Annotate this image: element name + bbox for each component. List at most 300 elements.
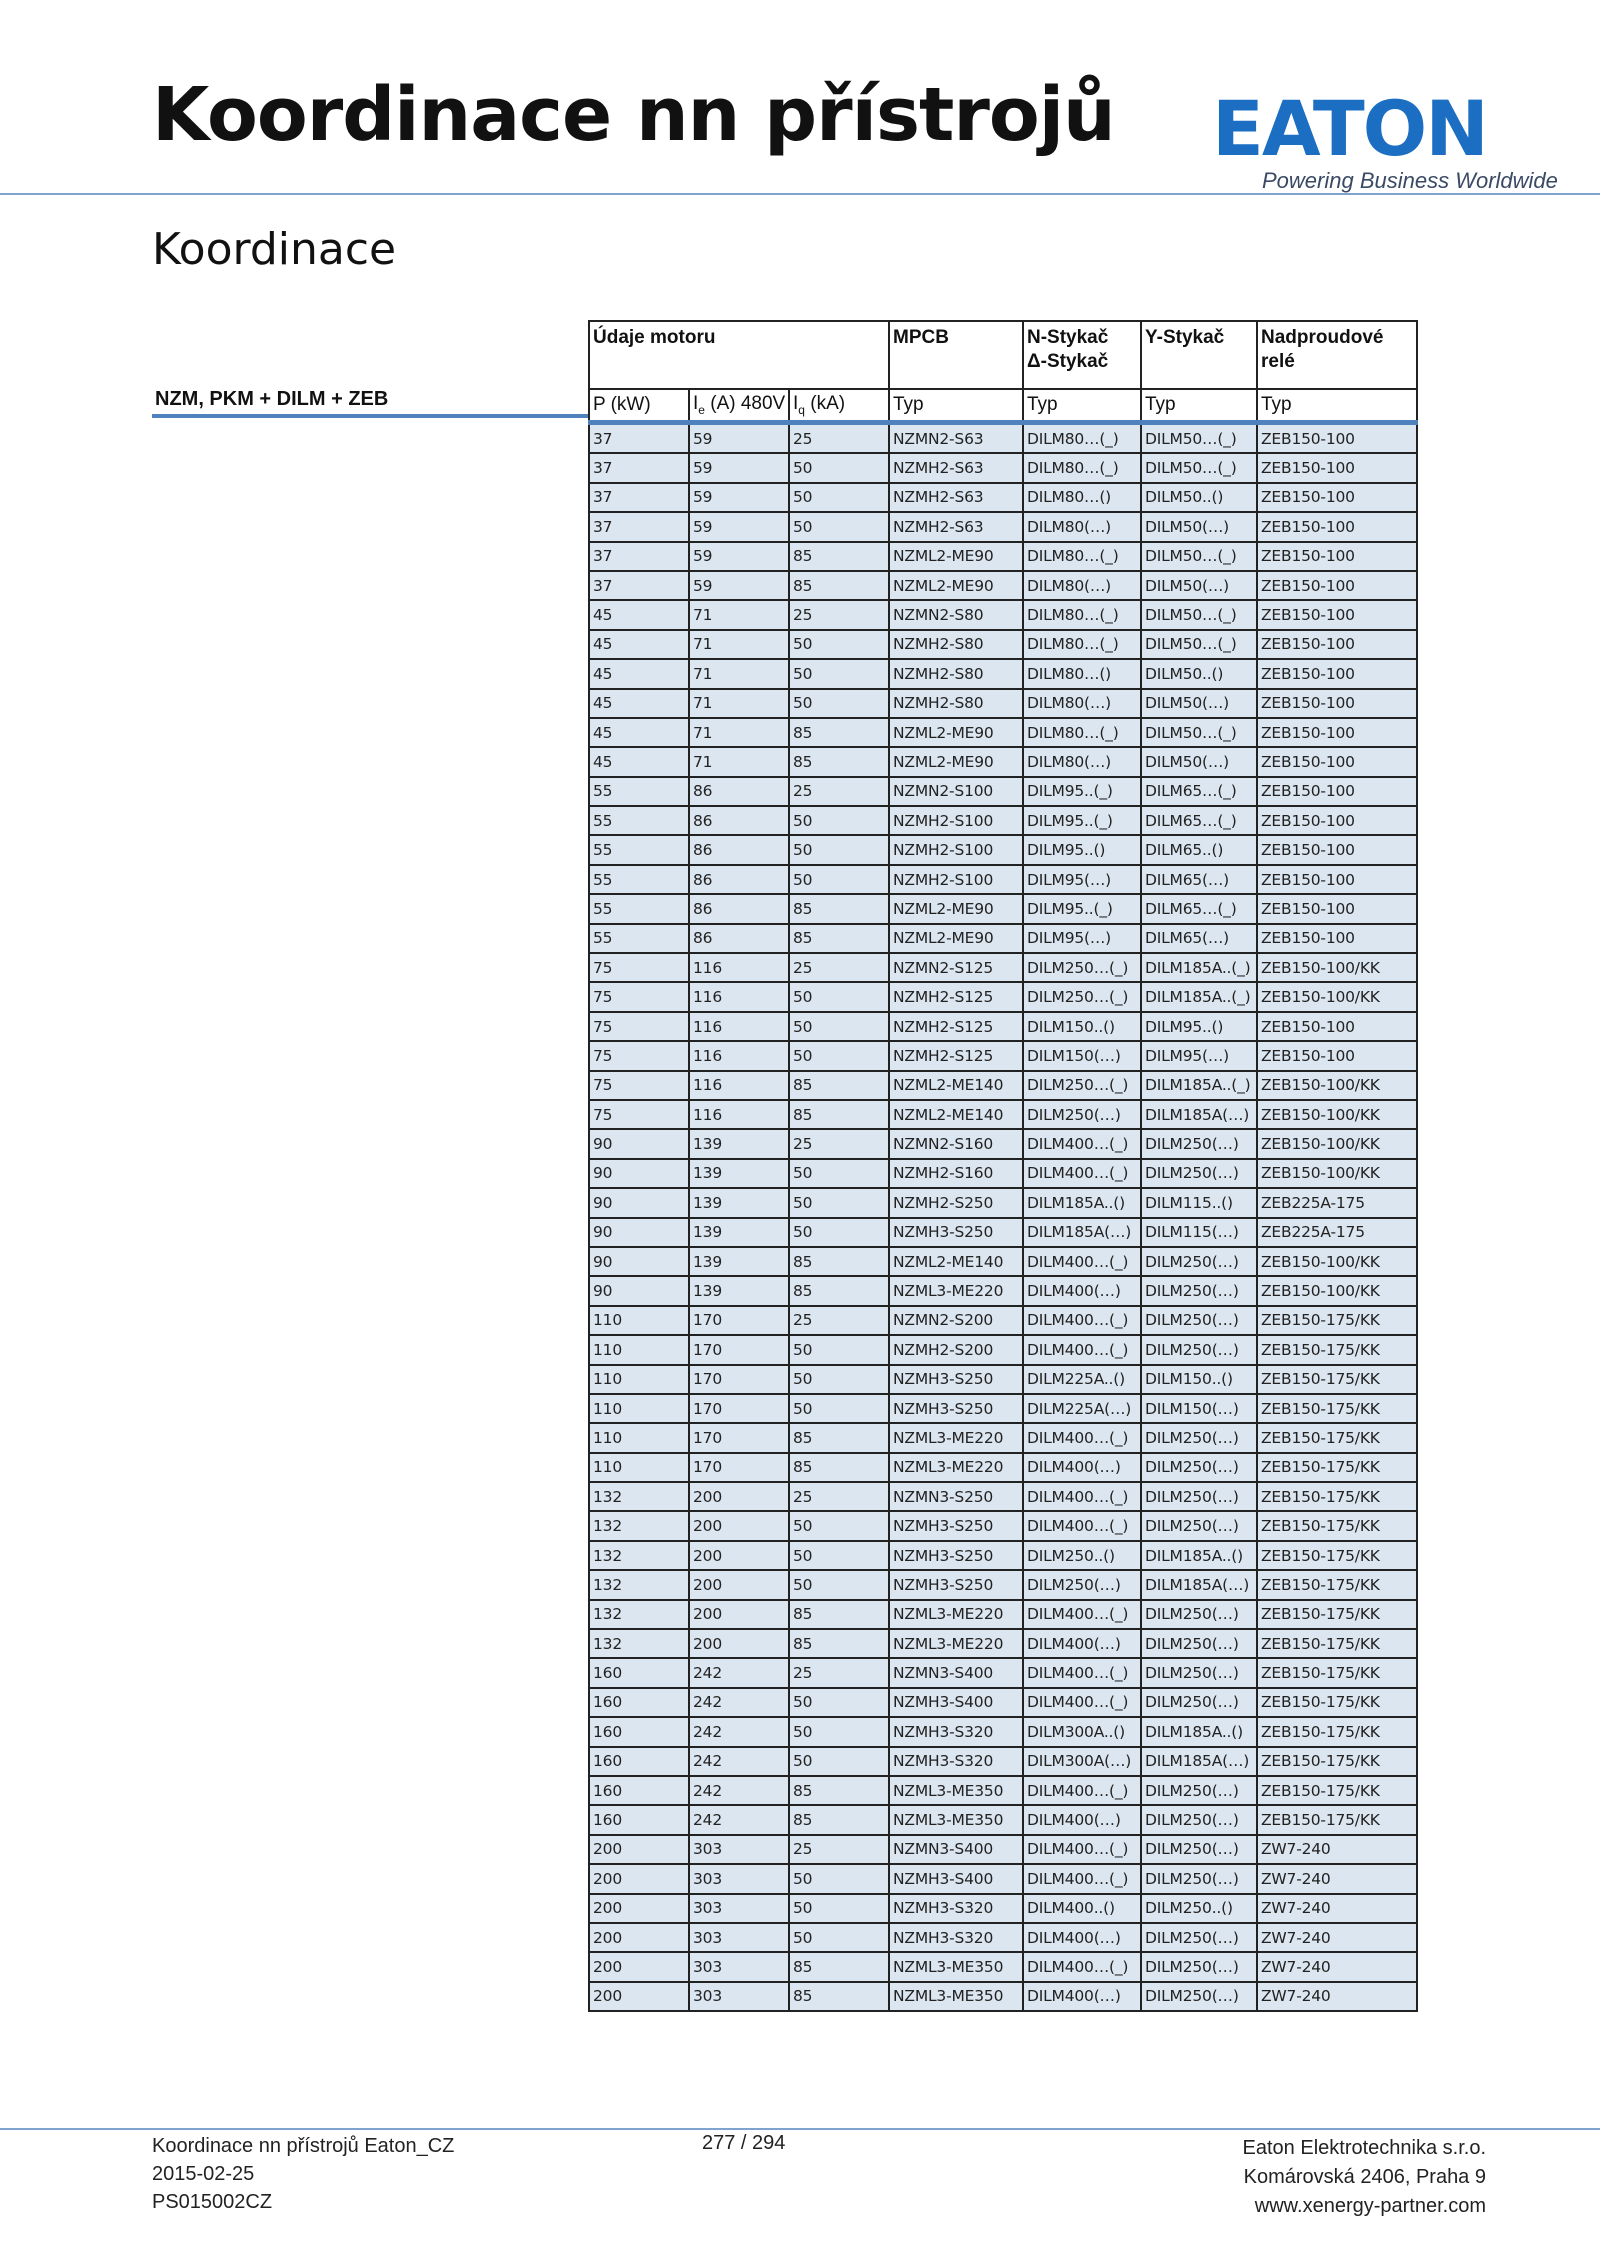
n-contactor-type-cell: DILM80…(_)	[1023, 718, 1141, 747]
breaking-capacity-cell: 85	[789, 1805, 889, 1834]
mpcb-type-cell: NZMH2-S80	[889, 689, 1023, 718]
current-cell: 59	[689, 453, 789, 482]
relay-type-cell: ZEB150-100	[1257, 1012, 1417, 1041]
current-cell: 116	[689, 1041, 789, 1070]
y-contactor-type-cell: DILM185A(…)	[1141, 1747, 1257, 1776]
current-cell: 139	[689, 1276, 789, 1305]
footer-doc-title: Koordinace nn přístrojů Eaton_CZ	[152, 2135, 455, 2157]
table-body	[589, 423, 1417, 2012]
power-cell: 75	[589, 1012, 689, 1041]
table-row	[589, 982, 1417, 1011]
relay-type-cell: ZEB150-175/KK	[1257, 1423, 1417, 1452]
current-cell: 242	[689, 1805, 789, 1834]
relay-type-cell: ZEB150-100	[1257, 542, 1417, 571]
footer-left	[152, 2132, 454, 2216]
mpcb-type-cell: NZML3-ME220	[889, 1423, 1023, 1452]
current-cell: 242	[689, 1776, 789, 1805]
current-cell: 200	[689, 1629, 789, 1658]
mpcb-type-cell: NZMH3-S250	[889, 1394, 1023, 1423]
relay-type-cell: ZW7-240	[1257, 1952, 1417, 1981]
power-cell: 37	[589, 512, 689, 541]
power-cell: 55	[589, 865, 689, 894]
mpcb-type-cell: NZML3-ME350	[889, 1805, 1023, 1834]
n-contactor-type-cell: DILM400…(_)	[1023, 1511, 1141, 1540]
breaking-capacity-cell: 85	[789, 1982, 889, 2011]
breaking-capacity-cell: 50	[789, 1218, 889, 1247]
n-contactor-type-cell: DILM80…(_)	[1023, 453, 1141, 482]
power-cell: 200	[589, 1923, 689, 1952]
relay-type-cell: ZEB150-175/KK	[1257, 1306, 1417, 1335]
y-contactor-type-cell: DILM185A(…)	[1141, 1570, 1257, 1599]
y-contactor-type-cell: DILM50..()	[1141, 483, 1257, 512]
current-cell: 200	[689, 1511, 789, 1540]
n-contactor-type-cell: DILM80…(_)	[1023, 630, 1141, 659]
y-contactor-type-cell: DILM50..()	[1141, 659, 1257, 688]
current-cell: 139	[689, 1188, 789, 1217]
combination-underline	[152, 414, 588, 418]
relay-type-cell: ZEB225A-175	[1257, 1188, 1417, 1217]
relay-type-cell: ZEB150-100	[1257, 924, 1417, 953]
table-row	[589, 1688, 1417, 1717]
current-cell: 59	[689, 542, 789, 571]
current-cell: 71	[689, 630, 789, 659]
table-row	[589, 1894, 1417, 1923]
header-divider	[0, 193, 1600, 195]
n-contactor-type-cell: DILM250(…)	[1023, 1570, 1141, 1599]
breaking-capacity-cell: 85	[789, 1276, 889, 1305]
current-cell: 86	[689, 924, 789, 953]
n-contactor-type-cell: DILM400…(_)	[1023, 1864, 1141, 1893]
breaking-capacity-cell: 25	[789, 423, 889, 454]
y-contactor-type-header: Typ	[1141, 389, 1257, 423]
breaking-capacity-cell: 50	[789, 982, 889, 1011]
n-contactor-type-cell: DILM80…(_)	[1023, 423, 1141, 454]
y-contactor-type-cell: DILM250(…)	[1141, 1776, 1257, 1805]
table-row	[589, 659, 1417, 688]
motor-data-header: Údaje motoru	[589, 321, 889, 389]
current-cell: 170	[689, 1453, 789, 1482]
breaking-capacity-cell: 85	[789, 718, 889, 747]
n-contactor-type-cell: DILM400…(_)	[1023, 1423, 1141, 1452]
breaking-capacity-cell: 50	[789, 1747, 889, 1776]
delta-contactor-label: Δ-Stykač	[1027, 351, 1109, 372]
table-row	[589, 600, 1417, 629]
power-cell: 55	[589, 894, 689, 923]
y-contactor-type-cell: DILM65..()	[1141, 835, 1257, 864]
breaking-capacity-cell: 85	[789, 1952, 889, 1981]
table-row	[589, 1982, 1417, 2011]
relay-type-cell: ZEB150-100	[1257, 630, 1417, 659]
mpcb-type-cell: NZMH2-S100	[889, 806, 1023, 835]
current-cell: 71	[689, 659, 789, 688]
relay-type-cell: ZEB150-100	[1257, 894, 1417, 923]
table-row	[589, 1805, 1417, 1834]
power-cell: 37	[589, 571, 689, 600]
y-contactor-type-cell: DILM150(…)	[1141, 1394, 1257, 1423]
n-contactor-type-cell: DILM95(…)	[1023, 924, 1141, 953]
breaking-capacity-cell: 85	[789, 894, 889, 923]
y-contactor-type-cell: DILM95..()	[1141, 1012, 1257, 1041]
relay-type-cell: ZEB150-175/KK	[1257, 1511, 1417, 1540]
mpcb-type-cell: NZMH2-S200	[889, 1335, 1023, 1364]
current-cell: 86	[689, 835, 789, 864]
mpcb-type-cell: NZML2-ME90	[889, 747, 1023, 776]
current-cell: 139	[689, 1218, 789, 1247]
n-contactor-type-cell: DILM300A(…)	[1023, 1747, 1141, 1776]
current-cell: 71	[689, 689, 789, 718]
breaking-capacity-cell: 50	[789, 1541, 889, 1570]
current-cell: 71	[689, 600, 789, 629]
breaking-capacity-cell: 50	[789, 1394, 889, 1423]
current-cell: 59	[689, 483, 789, 512]
table-row	[589, 1923, 1417, 1952]
breaking-capacity-cell: 85	[789, 1247, 889, 1276]
breaking-capacity-cell: 85	[789, 571, 889, 600]
relay-type-cell: ZEB150-175/KK	[1257, 1717, 1417, 1746]
current-cell: 170	[689, 1335, 789, 1364]
y-contactor-type-cell: DILM250(…)	[1141, 1629, 1257, 1658]
power-cell: 160	[589, 1776, 689, 1805]
n-contactor-type-cell: DILM400..()	[1023, 1894, 1141, 1923]
table-row	[589, 1423, 1417, 1452]
current-cell: 86	[689, 894, 789, 923]
mpcb-type-cell: NZML2-ME140	[889, 1247, 1023, 1276]
power-cell: 200	[589, 1864, 689, 1893]
current-cell: 86	[689, 806, 789, 835]
y-contactor-type-cell: DILM250(…)	[1141, 1306, 1257, 1335]
relay-type-cell: ZEB150-100	[1257, 423, 1417, 454]
power-cell: 132	[589, 1600, 689, 1629]
y-contactor-type-cell: DILM250(…)	[1141, 1864, 1257, 1893]
relay-type-cell: ZEB150-175/KK	[1257, 1365, 1417, 1394]
footer-date: 2015-02-25	[152, 2163, 255, 2185]
breaking-capacity-cell: 85	[789, 1071, 889, 1100]
y-contactor-type-cell: DILM65…(_)	[1141, 777, 1257, 806]
table-row	[589, 689, 1417, 718]
n-contactor-type-cell: DILM80…()	[1023, 659, 1141, 688]
mpcb-type-cell: NZMN2-S63	[889, 423, 1023, 454]
power-cell: 37	[589, 453, 689, 482]
table-row	[589, 747, 1417, 776]
breaking-capacity-cell: 25	[789, 777, 889, 806]
ie-subscript: e	[698, 402, 705, 417]
y-contactor-type-cell: DILM250(…)	[1141, 1159, 1257, 1188]
n-contactor-type-cell: DILM150..()	[1023, 1012, 1141, 1041]
y-contactor-type-cell: DILM65(…)	[1141, 865, 1257, 894]
breaking-capacity-cell: 50	[789, 1012, 889, 1041]
breaking-capacity-cell: 50	[789, 1717, 889, 1746]
power-cell: 110	[589, 1453, 689, 1482]
n-contactor-type-cell: DILM400(…)	[1023, 1629, 1141, 1658]
footer-right	[1243, 2134, 1486, 2221]
power-cell: 90	[589, 1218, 689, 1247]
breaking-capacity-cell: 50	[789, 1570, 889, 1599]
logo-tagline: Powering Business Worldwide	[1262, 168, 1558, 193]
y-contactor-type-cell: DILM250(…)	[1141, 1600, 1257, 1629]
breaking-capacity-cell: 25	[789, 1306, 889, 1335]
y-contactor-type-cell: DILM250(…)	[1141, 1982, 1257, 2011]
iq-symbol: I	[793, 393, 799, 415]
breaking-capacity-cell: 25	[789, 953, 889, 982]
breaking-capacity-cell: 85	[789, 1776, 889, 1805]
footer-address: Komárovská 2406, Praha 9	[1243, 2166, 1486, 2188]
relay-type-cell: ZEB150-100	[1257, 777, 1417, 806]
n-contactor-label: N-Stykač	[1027, 327, 1109, 348]
relay-type-cell: ZEB150-175/KK	[1257, 1658, 1417, 1687]
relay-type-cell: ZEB150-100	[1257, 483, 1417, 512]
y-contactor-type-cell: DILM65(…)	[1141, 924, 1257, 953]
power-cell: 200	[589, 1982, 689, 2011]
current-cell: 139	[689, 1159, 789, 1188]
current-cell: 71	[689, 747, 789, 776]
breaking-capacity-cell: 25	[789, 1835, 889, 1864]
mpcb-type-cell: NZML2-ME90	[889, 571, 1023, 600]
relay-type-cell: ZEB150-100/KK	[1257, 953, 1417, 982]
breaking-capacity-cell: 50	[789, 1864, 889, 1893]
y-contactor-type-cell: DILM50…(_)	[1141, 718, 1257, 747]
section-title: Koordinace	[152, 224, 397, 275]
breaking-capacity-cell: 85	[789, 1100, 889, 1129]
n-contactor-type-cell: DILM400…(_)	[1023, 1335, 1141, 1364]
power-cell: 55	[589, 806, 689, 835]
table-row	[589, 835, 1417, 864]
y-contactor-type-cell: DILM250(…)	[1141, 1805, 1257, 1834]
breaking-capacity-cell: 50	[789, 659, 889, 688]
current-cell: 116	[689, 1100, 789, 1129]
relay-type-cell: ZEB150-100/KK	[1257, 1247, 1417, 1276]
mpcb-type-cell: NZMN2-S160	[889, 1129, 1023, 1158]
n-contactor-type-cell: DILM400(…)	[1023, 1453, 1141, 1482]
power-cell: 90	[589, 1276, 689, 1305]
y-contactor-type-cell: DILM185A..(_)	[1141, 953, 1257, 982]
relay-type-cell: ZEB150-175/KK	[1257, 1629, 1417, 1658]
coordination-table	[588, 320, 1418, 2012]
n-contactor-type-cell: DILM400…(_)	[1023, 1658, 1141, 1687]
y-contactor-type-cell: DILM250(…)	[1141, 1835, 1257, 1864]
table-row	[589, 1129, 1417, 1158]
relay-type-cell: ZEB150-100	[1257, 806, 1417, 835]
relay-type-header: Typ	[1257, 389, 1417, 423]
relay-type-cell: ZW7-240	[1257, 1835, 1417, 1864]
table-row	[589, 1658, 1417, 1687]
power-cell: 132	[589, 1482, 689, 1511]
n-contactor-type-cell: DILM400…(_)	[1023, 1952, 1141, 1981]
breaking-capacity-cell: 50	[789, 1688, 889, 1717]
power-cell: 132	[589, 1541, 689, 1570]
current-cell: 303	[689, 1835, 789, 1864]
y-contactor-type-cell: DILM50(…)	[1141, 747, 1257, 776]
mpcb-type-cell: NZMN2-S80	[889, 600, 1023, 629]
mpcb-type-cell: NZML2-ME90	[889, 924, 1023, 953]
breaking-capacity-cell: 25	[789, 600, 889, 629]
table-row	[589, 1012, 1417, 1041]
combination-label: NZM, PKM + DILM + ZEB	[155, 388, 389, 410]
n-delta-contactor-header	[1023, 321, 1141, 389]
mpcb-header: MPCB	[889, 321, 1023, 389]
power-cell: 110	[589, 1394, 689, 1423]
table-row	[589, 1629, 1417, 1658]
table-row	[589, 542, 1417, 571]
breaking-capacity-cell: 50	[789, 1159, 889, 1188]
mpcb-type-cell: NZMH3-S250	[889, 1511, 1023, 1540]
relay-type-cell: ZEB150-100	[1257, 835, 1417, 864]
y-contactor-type-cell: DILM50…(_)	[1141, 630, 1257, 659]
power-cell: 200	[589, 1894, 689, 1923]
power-cell: 45	[589, 689, 689, 718]
footer-divider	[0, 2128, 1600, 2130]
table-row	[589, 1247, 1417, 1276]
y-contactor-type-cell: DILM250(…)	[1141, 1276, 1257, 1305]
breaking-capacity-cell: 85	[789, 924, 889, 953]
power-cell: 90	[589, 1129, 689, 1158]
table-row	[589, 718, 1417, 747]
table-row	[589, 806, 1417, 835]
power-cell: 110	[589, 1306, 689, 1335]
table-row	[589, 1276, 1417, 1305]
mpcb-type-cell: NZMH3-S250	[889, 1570, 1023, 1599]
breaking-capacity-cell: 50	[789, 1365, 889, 1394]
y-contactor-type-cell: DILM185A..()	[1141, 1541, 1257, 1570]
n-contactor-type-cell: DILM225A..()	[1023, 1365, 1141, 1394]
y-contactor-type-cell: DILM185A(…)	[1141, 1100, 1257, 1129]
n-contactor-type-cell: DILM250(…)	[1023, 1100, 1141, 1129]
mpcb-type-cell: NZMN2-S200	[889, 1306, 1023, 1335]
table-row	[589, 1864, 1417, 1893]
y-contactor-type-cell: DILM250(…)	[1141, 1129, 1257, 1158]
breaking-capacity-cell: 50	[789, 689, 889, 718]
relay-type-cell: ZEB150-100/KK	[1257, 1071, 1417, 1100]
current-cell: 139	[689, 1247, 789, 1276]
footer-company: Eaton Elektrotechnika s.r.o.	[1242, 2137, 1486, 2159]
table-row	[589, 953, 1417, 982]
n-contactor-type-cell: DILM250..()	[1023, 1541, 1141, 1570]
breaking-capacity-cell: 50	[789, 1923, 889, 1952]
y-contactor-type-cell: DILM250(…)	[1141, 1423, 1257, 1452]
power-cell: 132	[589, 1629, 689, 1658]
current-cell: 71	[689, 718, 789, 747]
relay-type-cell: ZEB150-175/KK	[1257, 1570, 1417, 1599]
power-cell: 37	[589, 423, 689, 454]
n-contactor-type-cell: DILM400…(_)	[1023, 1159, 1141, 1188]
breaking-capacity-cell: 25	[789, 1129, 889, 1158]
n-contactor-type-cell: DILM95..(_)	[1023, 806, 1141, 835]
n-contactor-type-cell: DILM400…(_)	[1023, 1600, 1141, 1629]
y-contactor-type-cell: DILM185A..()	[1141, 1717, 1257, 1746]
current-cell: 139	[689, 1129, 789, 1158]
table-row	[589, 1394, 1417, 1423]
n-contactor-type-cell: DILM95..(_)	[1023, 894, 1141, 923]
table-row	[589, 1188, 1417, 1217]
relay-type-cell: ZEB150-175/KK	[1257, 1600, 1417, 1629]
relay-type-cell: ZEB225A-175	[1257, 1218, 1417, 1247]
current-cell: 303	[689, 1952, 789, 1981]
current-cell: 200	[689, 1541, 789, 1570]
breaking-capacity-cell: 85	[789, 1629, 889, 1658]
iq-subscript: q	[798, 402, 805, 417]
mpcb-type-cell: NZMH3-S250	[889, 1218, 1023, 1247]
breaking-capacity-cell: 50	[789, 835, 889, 864]
table-row	[589, 630, 1417, 659]
y-contactor-type-cell: DILM185A..(_)	[1141, 1071, 1257, 1100]
relay-type-cell: ZEB150-100	[1257, 512, 1417, 541]
n-contactor-type-cell: DILM80…(_)	[1023, 542, 1141, 571]
y-contactor-type-cell: DILM65…(_)	[1141, 806, 1257, 835]
table-row	[589, 894, 1417, 923]
mpcb-type-cell: NZML3-ME220	[889, 1453, 1023, 1482]
mpcb-type-cell: NZML3-ME350	[889, 1952, 1023, 1981]
current-cell: 116	[689, 1071, 789, 1100]
breaking-capacity-cell: 50	[789, 1335, 889, 1364]
table-row	[589, 1570, 1417, 1599]
footer-doc-code: PS015002CZ	[152, 2191, 273, 2213]
table-row	[589, 1482, 1417, 1511]
n-contactor-type-cell: DILM185A(…)	[1023, 1218, 1141, 1247]
eaton-logo	[1210, 84, 1558, 193]
mpcb-type-cell: NZMH2-S160	[889, 1159, 1023, 1188]
mpcb-type-cell: NZMH3-S320	[889, 1923, 1023, 1952]
relay-type-cell: ZEB150-175/KK	[1257, 1541, 1417, 1570]
mpcb-type-cell: NZMN2-S100	[889, 777, 1023, 806]
current-cell: 116	[689, 953, 789, 982]
breaking-capacity-cell: 50	[789, 630, 889, 659]
breaking-capacity-cell: 50	[789, 1188, 889, 1217]
y-contactor-type-cell: DILM250(…)	[1141, 1658, 1257, 1687]
n-contactor-type-cell: DILM300A..()	[1023, 1717, 1141, 1746]
mpcb-type-cell: NZML2-ME140	[889, 1100, 1023, 1129]
n-contactor-type-cell: DILM95..()	[1023, 835, 1141, 864]
power-cell: 75	[589, 953, 689, 982]
power-cell: 110	[589, 1423, 689, 1452]
mpcb-type-cell: NZMN2-S125	[889, 953, 1023, 982]
mpcb-type-cell: NZML2-ME90	[889, 542, 1023, 571]
mpcb-type-cell: NZMH2-S250	[889, 1188, 1023, 1217]
footer-website: www.xenergy-partner.com	[1254, 2195, 1486, 2217]
y-contactor-type-cell: DILM250(…)	[1141, 1511, 1257, 1540]
n-contactor-type-header: Typ	[1023, 389, 1141, 423]
power-cell: 45	[589, 718, 689, 747]
table-row	[589, 777, 1417, 806]
overload-relay-header: Nadproudové relé	[1257, 321, 1417, 389]
table-row	[589, 1600, 1417, 1629]
power-cell: 200	[589, 1835, 689, 1864]
current-cell: 170	[689, 1306, 789, 1335]
power-cell: 55	[589, 924, 689, 953]
y-contactor-header: Y-Stykač	[1141, 321, 1257, 389]
n-contactor-type-cell: DILM80(…)	[1023, 512, 1141, 541]
ie-unit: (A) 480V	[704, 393, 786, 415]
table-row	[589, 1747, 1417, 1776]
n-contactor-type-cell: DILM400(…)	[1023, 1923, 1141, 1952]
relay-type-cell: ZEB150-175/KK	[1257, 1394, 1417, 1423]
power-cell: 160	[589, 1717, 689, 1746]
n-contactor-type-cell: DILM95..(_)	[1023, 777, 1141, 806]
y-contactor-type-cell: DILM50(…)	[1141, 689, 1257, 718]
breaking-capacity-cell: 50	[789, 512, 889, 541]
mpcb-type-cell: NZML3-ME220	[889, 1629, 1023, 1658]
table-row	[589, 453, 1417, 482]
power-cell: 132	[589, 1511, 689, 1540]
current-cell: 303	[689, 1982, 789, 2011]
relay-type-cell: ZW7-240	[1257, 1923, 1417, 1952]
current-cell: 200	[689, 1482, 789, 1511]
power-cell: 90	[589, 1188, 689, 1217]
mpcb-type-cell: NZMH3-S320	[889, 1717, 1023, 1746]
current-cell: 59	[689, 571, 789, 600]
table-row	[589, 1041, 1417, 1070]
table-row	[589, 1453, 1417, 1482]
breaking-capacity-cell: 25	[789, 1482, 889, 1511]
breaking-capacity-cell: 50	[789, 1894, 889, 1923]
